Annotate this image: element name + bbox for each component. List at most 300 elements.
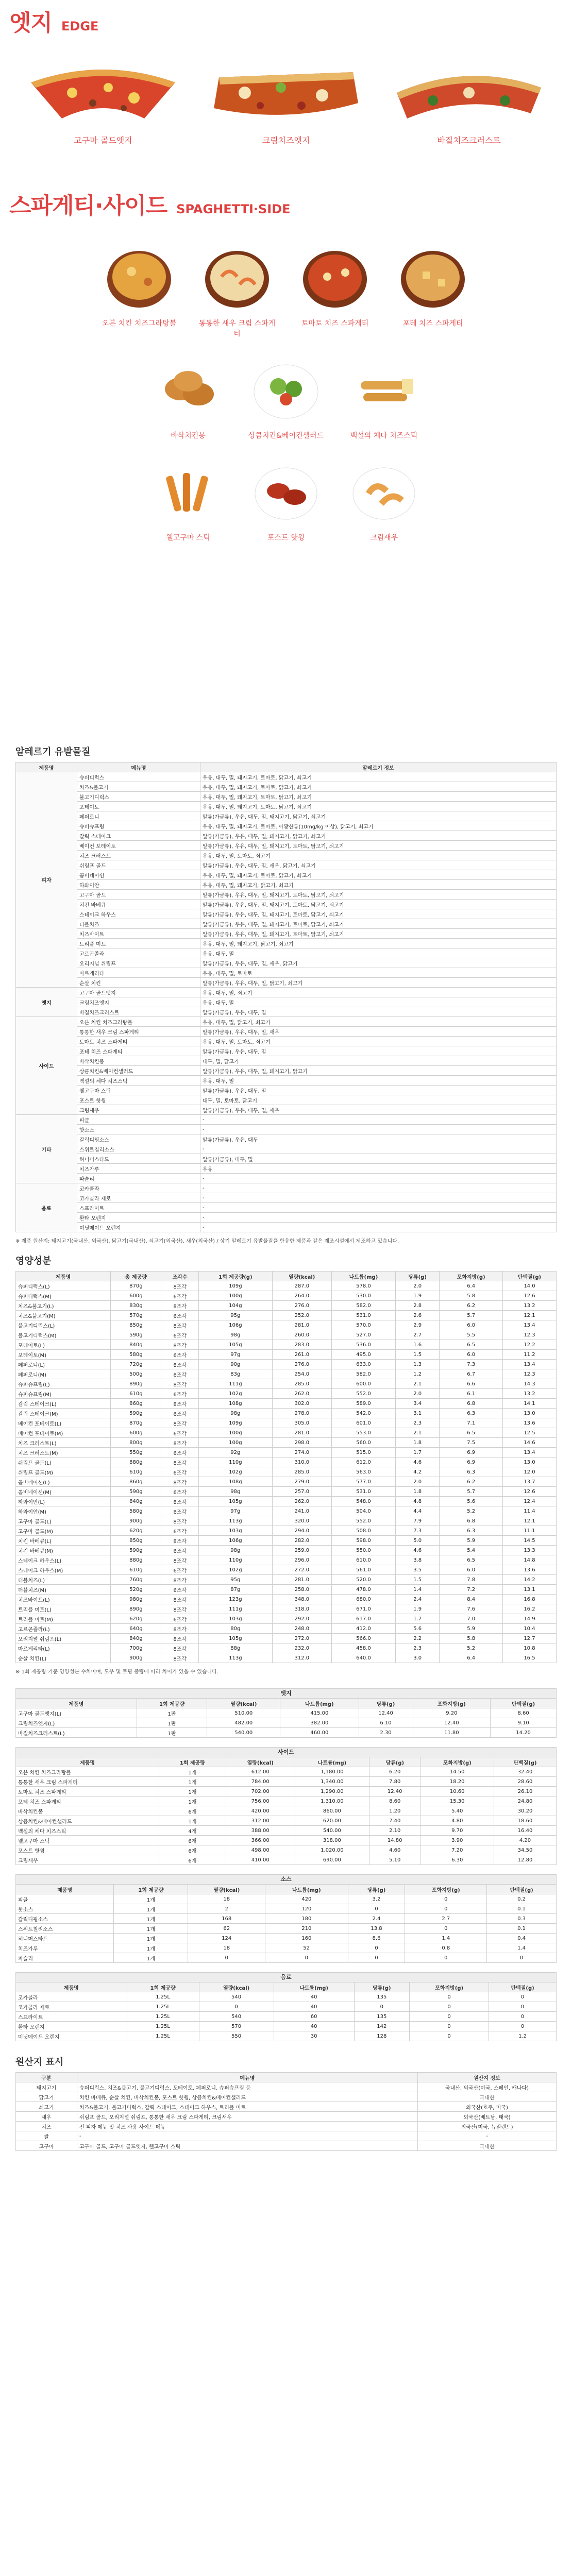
side-row-2: [0, 353, 572, 440]
nutrition-value-cell: 610.0: [331, 1555, 395, 1565]
nutrition-value-cell: 6조각: [161, 1428, 199, 1438]
side-item-label: 통통한 새우 크림 스파게티: [198, 319, 276, 338]
allergy-header-cell: 알레르기 정보: [200, 762, 557, 772]
allergy-row: [16, 919, 557, 929]
nutrition-header-cell: 1회 제공량: [114, 1885, 188, 1894]
nutrition-value-cell: 11.2: [502, 1350, 556, 1360]
nutrition-value-cell: 6개: [159, 1806, 226, 1816]
allergy-category-cell: 기타: [16, 1115, 77, 1183]
nutrition-section: [0, 1253, 572, 2151]
nutrition-name-cell: 스테이크 하우스(M): [16, 1565, 111, 1575]
nutrition-value-cell: 552.0: [331, 1389, 395, 1399]
nutrition-row: [16, 1914, 557, 1924]
nutrition-value-cell: 11.1: [502, 1526, 556, 1536]
allergy-row: [16, 1046, 557, 1056]
nutrition-value-cell: 570: [199, 2022, 274, 2031]
allergy-row: [16, 880, 557, 890]
nutrition-value-cell: 1,310.00: [295, 1797, 369, 1806]
allergy-info-cell: 알류(가금류), 우유, 대두: [200, 1134, 557, 1144]
nutrition-value-cell: 16.8: [502, 1595, 556, 1604]
nutrition-value-cell: 30: [274, 2031, 354, 2041]
nutrition-value-cell: 8조각: [161, 1320, 199, 1330]
allergy-row: [16, 929, 557, 939]
nutrition-value-cell: 542.0: [331, 1409, 395, 1418]
nutrition-value-cell: 0.1: [487, 1924, 557, 1934]
nutrition-value-cell: 318.0: [272, 1604, 331, 1614]
nutrition-value-cell: 12.40: [359, 1708, 413, 1718]
allergy-info-cell: 알류(가금류), 우유, 대두, 밀, 돼지고기, 토마토, 닭고기, 쇠고기: [200, 909, 557, 919]
side-row-3: [0, 455, 572, 543]
nutrition-value-cell: 18.20: [420, 1777, 494, 1787]
nutrition-value-cell: 6조각: [161, 1526, 199, 1536]
allergy-info-cell: -: [200, 1115, 557, 1125]
nutrition-value-cell: 589.0: [331, 1399, 395, 1409]
allergy-menu-cell: 불고기디럭스: [77, 792, 200, 802]
nutrition-value-cell: 2.7: [405, 1914, 487, 1924]
nutrition-value-cell: 8조각: [161, 1643, 199, 1653]
nutrition-value-cell: 274.0: [272, 1448, 331, 1458]
nutrition-value-cell: 14.50: [420, 1767, 494, 1777]
allergy-header-cell: 메뉴명: [77, 762, 200, 772]
nutrition-row: [16, 1409, 557, 1418]
nutrition-value-cell: 7.40: [369, 1816, 420, 1826]
nutrition-value-cell: 12.3: [502, 1330, 556, 1340]
nutrition-row: [16, 1360, 557, 1369]
nutrition-name-cell: 치즈 크러스트(M): [16, 1448, 111, 1458]
side-cheese-stick-image: [345, 353, 423, 425]
nutrition-value-cell: 8조각: [161, 1418, 199, 1428]
allergy-info-cell: -: [200, 1213, 557, 1223]
nutrition-value-cell: 282.0: [272, 1536, 331, 1546]
nutrition-value-cell: 105g: [199, 1340, 273, 1350]
nutrition-value-cell: 0.3: [487, 1914, 557, 1924]
nutrition-value-cell: 10.4: [502, 1624, 556, 1634]
nutrition-value-cell: 8조각: [161, 1340, 199, 1350]
nutrition-value-cell: 14.8: [502, 1555, 556, 1565]
nutrition-value-cell: 0: [410, 2002, 489, 2012]
allergy-row: [16, 1134, 557, 1144]
nutrition-row: [16, 1428, 557, 1438]
nutrition-value-cell: 18.60: [494, 1816, 556, 1826]
nutrition-row: [16, 1767, 557, 1777]
nutrition-value-cell: 760g: [111, 1575, 161, 1585]
nutrition-value-cell: 262.0: [272, 1389, 331, 1399]
allergy-menu-cell: 바질치즈크러스트: [77, 1007, 200, 1017]
nutrition-value-cell: 8조각: [161, 1653, 199, 1663]
side-item: [147, 455, 229, 543]
nutrition-value-cell: 5.4: [440, 1546, 503, 1555]
nutrition-value-cell: 13.1: [502, 1585, 556, 1595]
nutrition-value-cell: 5.7: [440, 1487, 503, 1497]
nutrition-value-cell: 2.1: [395, 1379, 439, 1389]
nutrition-name-cell: 더블치즈(L): [16, 1575, 111, 1585]
nutrition-row: [16, 1467, 557, 1477]
nutrition-name-cell: 파슬리: [16, 1953, 114, 1963]
nutrition-value-cell: 2.6: [395, 1311, 439, 1320]
nutrition-value-cell: 6조각: [161, 1506, 199, 1516]
nutrition-value-cell: 0: [489, 2022, 557, 2031]
nutrition-value-cell: 12.4: [502, 1497, 556, 1506]
nutrition-row: [16, 1320, 557, 1330]
nutrition-value-cell: 232.0: [272, 1643, 331, 1653]
nutrition-value-cell: 1.20: [369, 1806, 420, 1816]
allergy-row: [16, 1183, 557, 1193]
nutrition-value-cell: 8조각: [161, 1516, 199, 1526]
nutrition-value-cell: 412.0: [331, 1624, 395, 1634]
side-item-label: 크림새우: [369, 534, 398, 542]
nutrition-value-cell: 105g: [199, 1634, 273, 1643]
nutrition-value-cell: 6.1: [440, 1389, 503, 1399]
nutrition-value-cell: 261.0: [272, 1350, 331, 1360]
nutrition-value-cell: 14.20: [491, 1728, 557, 1738]
nutrition-name-cell: 하와이안(M): [16, 1506, 111, 1516]
nutrition-row: [16, 1924, 557, 1934]
nutrition-header-cell: 나트륨(mg): [295, 1757, 369, 1767]
nutrition-name-cell: 페퍼로니(M): [16, 1369, 111, 1379]
nutrition-value-cell: 0: [410, 2012, 489, 2022]
nutrition-header-cell: 1회 제공량: [159, 1757, 226, 1767]
nutrition-value-cell: 98g: [199, 1409, 273, 1418]
allergy-info-cell: 알류(가금류), 우유, 대두, 밀: [200, 1046, 557, 1056]
nutrition-header-cell: 당류(g): [348, 1885, 405, 1894]
nutrition-value-cell: 640g: [111, 1624, 161, 1634]
allergy-menu-cell: 크림치즈엣지: [77, 997, 200, 1007]
allergy-row: [16, 978, 557, 988]
allergy-info-cell: 우유, 대두, 밀, 돼지고기, 토마토, 닭고기, 쇠고기: [200, 802, 557, 811]
nutrition-value-cell: 2.4: [348, 1914, 405, 1924]
nutrition-value-cell: 272.0: [272, 1565, 331, 1575]
allergy-row: [16, 1223, 557, 1232]
drink-nutrition-title: 음료: [15, 1972, 557, 1982]
nutrition-name-cell: 코카콜라 제로: [16, 2002, 127, 2012]
nutrition-header-cell: 1회 제공량: [127, 1982, 199, 1992]
origin-cell: 쉬림프 골드, 오리지널 쉬림프, 통통한 새우 크림 스파게티, 크림새우: [77, 2112, 418, 2122]
nutrition-value-cell: 12.1: [502, 1516, 556, 1526]
nutrition-value-cell: 1.25L: [127, 2031, 199, 2041]
side-cream-shrimp-image: [345, 455, 423, 527]
side-item: [294, 241, 376, 338]
nutrition-value-cell: 12.5: [502, 1428, 556, 1438]
allergy-row: [16, 802, 557, 811]
allergy-info-cell: -: [200, 1183, 557, 1193]
nutrition-name-cell: 오리지널 쉬림프(L): [16, 1634, 111, 1643]
nutrition-value-cell: 13.3: [502, 1546, 556, 1555]
nutrition-value-cell: 5.6: [395, 1624, 439, 1634]
nutrition-value-cell: 458.0: [331, 1643, 395, 1653]
nutrition-value-cell: 6조각: [161, 1546, 199, 1555]
nutrition-value-cell: 312.0: [272, 1653, 331, 1663]
nutrition-value-cell: 40: [274, 2002, 354, 2012]
nutrition-value-cell: 2.3: [395, 1418, 439, 1428]
allergy-info-cell: -: [200, 1203, 557, 1213]
nutrition-value-cell: 410.00: [226, 1855, 295, 1865]
nutrition-value-cell: 1.9: [395, 1604, 439, 1614]
nutrition-value-cell: 1판: [137, 1718, 207, 1728]
nutrition-value-cell: 1.7: [395, 1614, 439, 1624]
nutrition-header-cell: 나트륨(mg): [274, 1982, 354, 1992]
nutrition-value-cell: 12.7: [502, 1634, 556, 1643]
nutrition-value-cell: 1개: [114, 1904, 188, 1914]
side-item: [245, 353, 327, 440]
nutrition-value-cell: 527.0: [331, 1330, 395, 1340]
nutrition-value-cell: 135: [354, 1992, 410, 2002]
nutrition-value-cell: 14.2: [502, 1575, 556, 1585]
nutrition-value-cell: 800g: [111, 1438, 161, 1448]
nutrition-value-cell: 980g: [111, 1595, 161, 1604]
nutrition-row: [16, 1816, 557, 1826]
nutrition-value-cell: 12.2: [502, 1340, 556, 1350]
nutrition-value-cell: 95g: [199, 1311, 273, 1320]
nutrition-row: [16, 1806, 557, 1816]
nutrition-value-cell: 1.8: [395, 1438, 439, 1448]
side-shrimp-cream-image: [198, 241, 276, 313]
nutrition-row: [16, 1708, 557, 1718]
nutrition-value-cell: 7.8: [440, 1575, 503, 1585]
nutrition-value-cell: 9.20: [413, 1708, 491, 1718]
nutrition-row: [16, 1555, 557, 1565]
nutrition-value-cell: 460.00: [280, 1728, 359, 1738]
nutrition-value-cell: 6조각: [161, 1330, 199, 1340]
nutrition-value-cell: 900g: [111, 1653, 161, 1663]
allergy-menu-cell: 웰고구마 스틱: [77, 1086, 200, 1095]
nutrition-value-cell: 102g: [199, 1467, 273, 1477]
nutrition-row: [16, 1506, 557, 1516]
nutrition-header-cell: 단백질(g): [502, 1272, 556, 1281]
nutrition-value-cell: 26.10: [494, 1787, 556, 1797]
nutrition-value-cell: 254.0: [272, 1369, 331, 1379]
nutrition-value-cell: 900g: [111, 1516, 161, 1526]
nutrition-value-cell: 0: [348, 1953, 405, 1963]
nutrition-value-cell: 0: [188, 1953, 265, 1963]
nutrition-name-cell: 치킨 바베큐(L): [16, 1536, 111, 1546]
allergy-category-cell: 음료: [16, 1183, 77, 1232]
nutrition-value-cell: 12.3: [502, 1369, 556, 1379]
nutrition-value-cell: 15.30: [420, 1797, 494, 1806]
nutrition-value-cell: 5.2: [440, 1506, 503, 1516]
nutrition-value-cell: 6조각: [161, 1291, 199, 1301]
nutrition-value-cell: 100g: [199, 1438, 273, 1448]
allergy-menu-cell: 오리지널 쉬림프: [77, 958, 200, 968]
nutrition-value-cell: 142: [354, 2022, 410, 2031]
nutrition-row: [16, 1379, 557, 1389]
nutrition-value-cell: 870g: [111, 1418, 161, 1428]
nutrition-value-cell: 13.7: [502, 1477, 556, 1487]
nutrition-name-cell: 치즈 크러스트(L): [16, 1438, 111, 1448]
side-item: [392, 241, 474, 338]
allergy-menu-cell: 치킨 바베큐: [77, 900, 200, 909]
nutrition-value-cell: 2.4: [395, 1595, 439, 1604]
nutrition-row: [16, 1565, 557, 1575]
nutrition-value-cell: 60: [274, 2012, 354, 2022]
nutrition-value-cell: 580g: [111, 1506, 161, 1516]
nutrition-value-cell: 262.0: [272, 1497, 331, 1506]
nutrition-value-cell: 582.0: [331, 1301, 395, 1311]
nutrition-value-cell: 14.6: [502, 1438, 556, 1448]
nutrition-value-cell: 102g: [199, 1389, 273, 1399]
nutrition-value-cell: 563.0: [331, 1467, 395, 1477]
nutrition-value-cell: 40: [274, 1992, 354, 2002]
nutrition-value-cell: 8조각: [161, 1281, 199, 1291]
nutrition-value-cell: 2.30: [359, 1728, 413, 1738]
nutrition-value-cell: 4.60: [369, 1845, 420, 1855]
allergy-row: [16, 1037, 557, 1046]
nutrition-value-cell: 720g: [111, 1360, 161, 1369]
nutrition-value-cell: 13.4: [502, 1448, 556, 1458]
nutrition-value-cell: 2.10: [369, 1826, 420, 1836]
nutrition-value-cell: 6.4: [440, 1653, 503, 1663]
allergy-row: [16, 997, 557, 1007]
nutrition-value-cell: 552.0: [331, 1516, 395, 1526]
nutrition-name-cell: 백설의 체다 치즈스틱: [16, 1826, 159, 1836]
nutrition-value-cell: 8조각: [161, 1458, 199, 1467]
nutrition-value-cell: 0.2: [487, 1894, 557, 1904]
side-gratin-image: [100, 241, 178, 313]
allergy-menu-cell: 파슬리: [77, 1174, 200, 1183]
nutrition-value-cell: 1.25L: [127, 2012, 199, 2022]
nutrition-value-cell: 283.0: [272, 1340, 331, 1350]
nutrition-value-cell: 97g: [199, 1506, 273, 1516]
nutrition-value-cell: 6조각: [161, 1614, 199, 1624]
nutrition-value-cell: 6조각: [161, 1487, 199, 1497]
allergy-info-cell: 알류(가금류), 우유, 대두, 밀, 돼지고기, 토마토, 닭고기, 쇠고기: [200, 900, 557, 909]
nutrition-value-cell: 577.0: [331, 1477, 395, 1487]
allergy-row: [16, 1203, 557, 1213]
nutrition-name-cell: 치즈&불고기(M): [16, 1311, 111, 1320]
nutrition-value-cell: 12.6: [502, 1487, 556, 1497]
nutrition-value-cell: 6.0: [440, 1350, 503, 1360]
nutrition-value-cell: 0: [405, 1953, 487, 1963]
nutrition-value-cell: 550.0: [331, 1546, 395, 1555]
nutrition-value-cell: 11.80: [413, 1728, 491, 1738]
nutrition-value-cell: 111g: [199, 1379, 273, 1389]
nutrition-row: [16, 1836, 557, 1845]
allergy-menu-cell: 코카콜라 제로: [77, 1193, 200, 1203]
nutrition-value-cell: 278.0: [272, 1409, 331, 1418]
nutrition-name-cell: 슈퍼디럭스(L): [16, 1281, 111, 1291]
nutrition-value-cell: 860.00: [295, 1806, 369, 1816]
nutrition-pizza-table: [15, 1271, 557, 1663]
nutrition-value-cell: 570.0: [331, 1320, 395, 1330]
nutrition-value-cell: 0.8: [405, 1943, 487, 1953]
nutrition-row: [16, 1418, 557, 1428]
edge-item-sweetpotato: [21, 62, 186, 146]
nutrition-value-cell: 2.0: [395, 1281, 439, 1291]
nutrition-header-cell: 열량(kcal): [226, 1757, 295, 1767]
origin-body: [16, 2082, 557, 2151]
nutrition-value-cell: 0: [410, 2022, 489, 2031]
allergy-menu-cell: 베이컨 포테이토: [77, 841, 200, 851]
edge-item-label: 바질치즈크러스트: [437, 135, 501, 145]
nutrition-name-cell: 미닛메이드 오렌지: [16, 2031, 127, 2041]
nutrition-value-cell: 1개: [114, 1914, 188, 1924]
nutrition-value-cell: 7.9: [395, 1516, 439, 1526]
nutrition-name-cell: 상큼치킨&베이컨샐러드: [16, 1816, 159, 1826]
nutrition-header-cell: 당류(g): [395, 1272, 439, 1281]
edge-pizza-image: [392, 62, 546, 124]
allergy-info-cell: 알류(가금류), 우유, 대두, 밀: [200, 1007, 557, 1017]
origin-row: [16, 2141, 557, 2151]
nutrition-value-cell: 6.0: [440, 1565, 503, 1575]
nutrition-value-cell: 890g: [111, 1379, 161, 1389]
nutrition-value-cell: 310.0: [272, 1458, 331, 1467]
nutrition-name-cell: 포테이토(L): [16, 1340, 111, 1350]
origin-header-row: [16, 2073, 557, 2082]
allergy-info-cell: 알류(가금류), 우유, 대두, 밀, 돼지고기, 토마토, 닭고기, 쇠고기: [200, 890, 557, 900]
nutrition-value-cell: 109g: [199, 1418, 273, 1428]
origin-row: [16, 2122, 557, 2131]
nutrition-value-cell: 498.00: [226, 1845, 295, 1855]
nutrition-value-cell: 7.20: [420, 1845, 494, 1855]
origin-cell: -: [77, 2131, 418, 2141]
allergy-title: 알레르기 유발물질: [15, 747, 91, 757]
allergy-info-cell: -: [200, 1125, 557, 1134]
nutrition-name-cell: 웰고구마 스틱: [16, 1836, 159, 1845]
nutrition-header-cell: 나트륨(mg): [331, 1272, 395, 1281]
side-title-kr: 스파게티·사이드: [9, 193, 167, 219]
nutrition-header-cell: 열량(kcal): [188, 1885, 265, 1894]
nutrition-value-cell: 4.4: [395, 1506, 439, 1516]
nutrition-sauce-body: [16, 1894, 557, 1963]
nutrition-header-cell: 포화지방(g): [405, 1885, 487, 1894]
edge-nutrition-title: 엣지: [15, 1688, 557, 1698]
side-item: [245, 455, 327, 543]
nutrition-header-cell: 당류(g): [354, 1982, 410, 1992]
side-item-label: 백설의 체다 치즈스틱: [350, 432, 418, 440]
nutrition-value-cell: 6.3: [440, 1409, 503, 1418]
nutrition-value-cell: 870g: [111, 1281, 161, 1291]
nutrition-value-cell: 1개: [114, 1934, 188, 1943]
allergy-info-cell: 우유, 대두, 밀: [200, 948, 557, 958]
nutrition-value-cell: 1.8: [395, 1487, 439, 1497]
nutrition-name-cell: 토마토 치즈 스파게티: [16, 1787, 159, 1797]
nutrition-value-cell: 1.3: [395, 1360, 439, 1369]
allergy-menu-cell: 스테이크 하우스: [77, 909, 200, 919]
nutrition-value-cell: 540.00: [295, 1826, 369, 1836]
nutrition-value-cell: 1개: [159, 1816, 226, 1826]
nutrition-name-cell: 통통한 새우 크림 스파게티: [16, 1777, 159, 1787]
nutrition-value-cell: 62: [188, 1924, 265, 1934]
edge-item-creamcheese: [204, 62, 368, 146]
nutrition-name-cell: 갈릭 스테이크(M): [16, 1409, 111, 1418]
side-item-label: 상큼치킨&베이컨샐러드: [248, 432, 324, 440]
nutrition-name-cell: 베이컨 포테이토(M): [16, 1428, 111, 1438]
nutrition-value-cell: 281.0: [272, 1320, 331, 1330]
nutrition-value-cell: 6.2: [440, 1301, 503, 1311]
nutrition-header-row: [16, 1757, 557, 1767]
nutrition-value-cell: 5.0: [395, 1536, 439, 1546]
allergy-info-cell: 우유, 대두, 밀, 돼지고기, 토마토, 닭고기, 쇠고기: [200, 782, 557, 792]
allergy-info-cell: 우유, 대두, 밀, 돼지고기, 토마토, 닭고기, 쇠고기: [200, 792, 557, 802]
nutrition-name-cell: 콤비네이션(L): [16, 1477, 111, 1487]
nutrition-value-cell: 14.0: [502, 1281, 556, 1291]
nutrition-value-cell: 6개: [159, 1836, 226, 1845]
allergy-info-cell: -: [200, 1193, 557, 1203]
allergy-row: [16, 870, 557, 880]
nutrition-row: [16, 1718, 557, 1728]
nutrition-value-cell: 560.0: [331, 1438, 395, 1448]
origin-row: [16, 2102, 557, 2112]
nutrition-value-cell: 6.2: [440, 1477, 503, 1487]
nutrition-value-cell: 382.00: [280, 1718, 359, 1728]
nutrition-value-cell: 3.5: [395, 1565, 439, 1575]
nutrition-value-cell: 6조각: [161, 1369, 199, 1379]
nutrition-name-cell: 스위트칠리소스: [16, 1924, 114, 1934]
nutrition-value-cell: 5.6: [440, 1497, 503, 1506]
nutrition-value-cell: 90g: [199, 1360, 273, 1369]
nutrition-value-cell: 550: [199, 2031, 274, 2041]
allergy-row: [16, 968, 557, 978]
origin-header-cell: 메뉴명: [77, 2073, 418, 2082]
